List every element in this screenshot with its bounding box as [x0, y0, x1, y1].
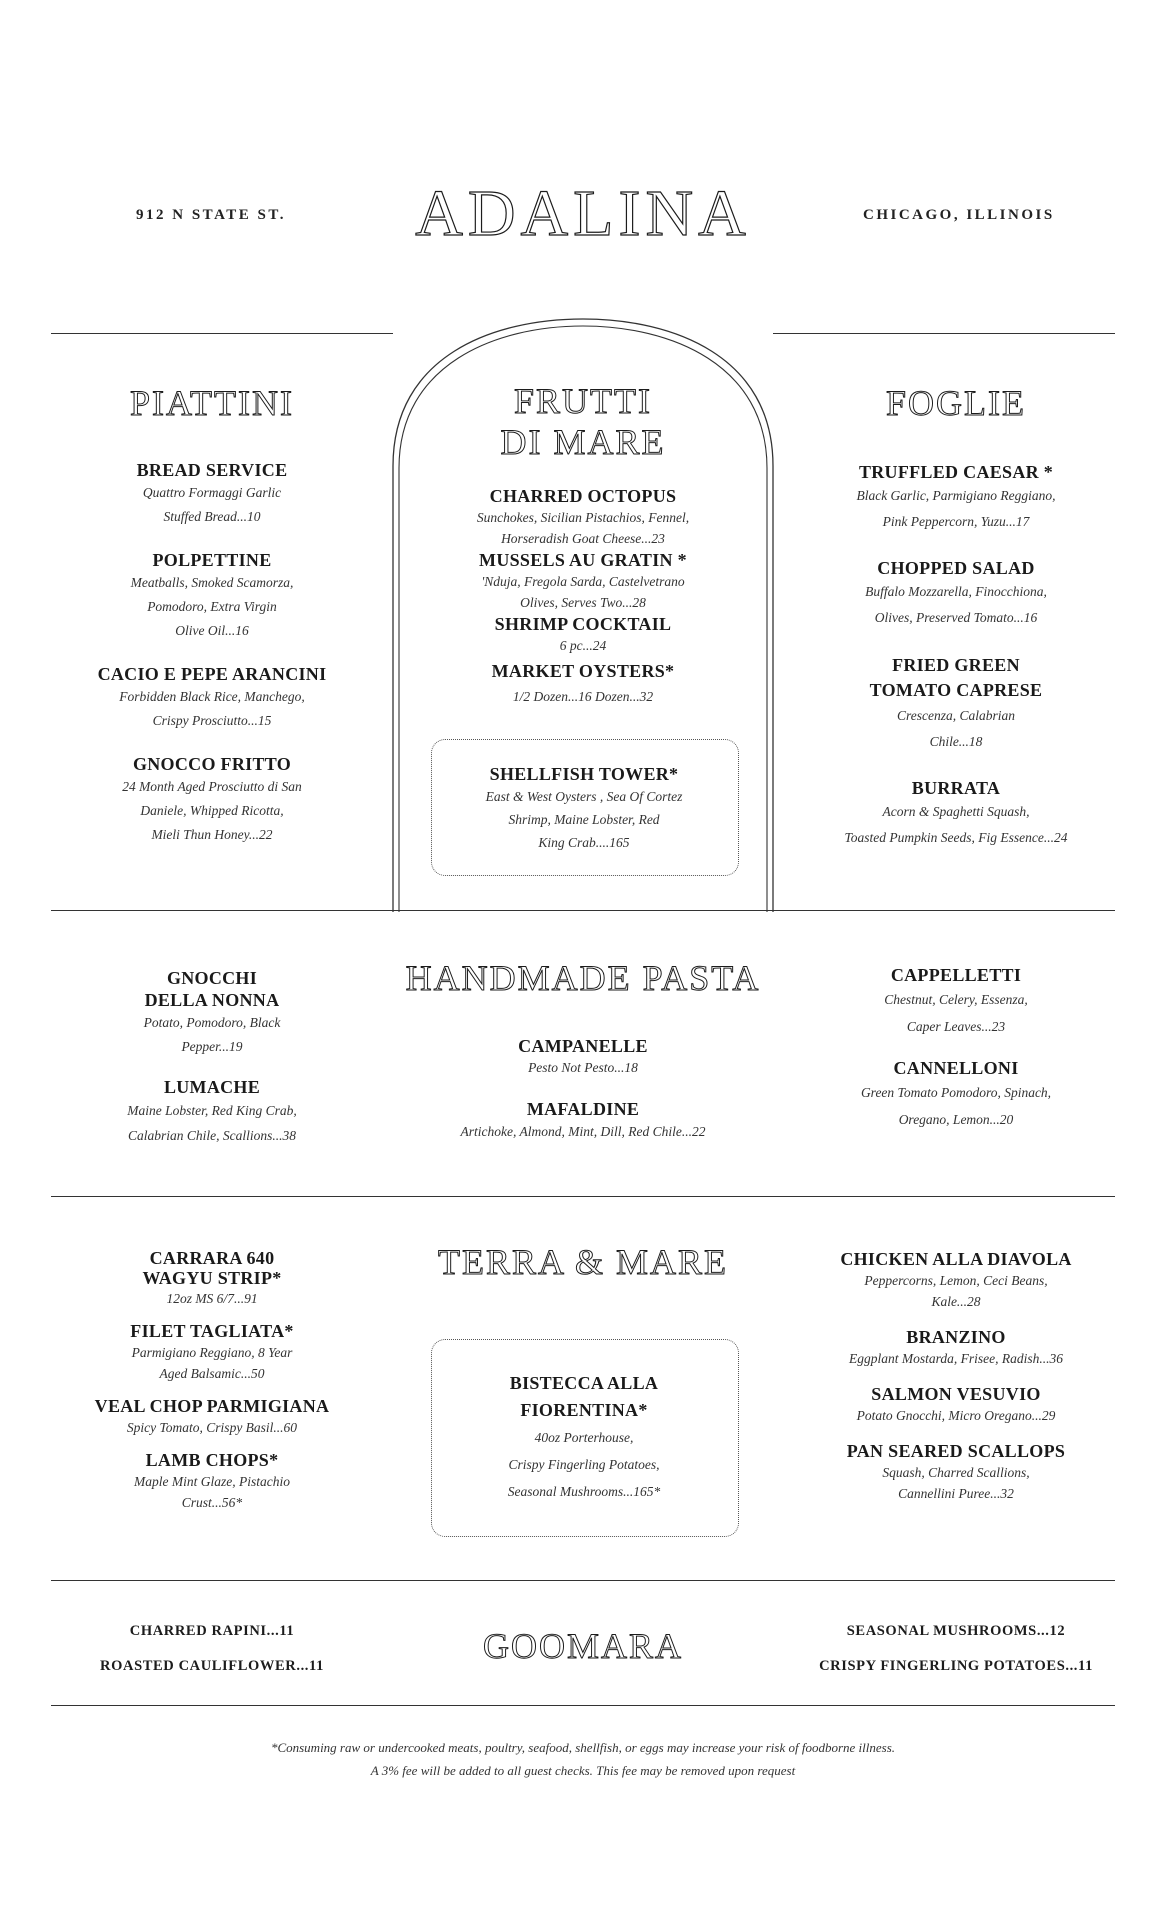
item-desc: 1/2 Dozen...16 Dozen...32 — [512, 689, 654, 704]
item-desc: Artichoke, Almond, Mint, Dill, Red Chile...22 — [460, 1124, 706, 1139]
pasta-right — [805, 964, 1107, 1133]
item-desc: 6 pc...24 — [559, 638, 607, 653]
item-name: GNOCCO FRITTO — [132, 754, 292, 774]
menu-item — [795, 557, 1117, 631]
item-desc: 'Nduja, Fregola Sarda, Castelvetrano — [481, 574, 685, 589]
menu-item — [420, 549, 746, 613]
item-desc: East & West Oysters , Sea Of Cortez — [485, 789, 683, 804]
item-desc: Chestnut, Celery, Essenza, — [884, 992, 1028, 1007]
menu-item — [56, 1248, 368, 1309]
item-desc: King Crab....165 — [538, 835, 630, 850]
divider-3 — [51, 1580, 1115, 1581]
item-desc: Aged Balsamic...50 — [159, 1366, 265, 1381]
section-title-frutti-di-mare — [420, 381, 746, 464]
item-desc: Mieli Thun Honey...22 — [151, 827, 273, 842]
item-desc: Horseradish Goat Cheese...23 — [501, 531, 665, 546]
menu-item — [795, 461, 1117, 535]
item-name: DELLA NONNA — [144, 990, 280, 1010]
foglie-list — [795, 461, 1117, 851]
item-desc: Buffalo Mozzarella, Finocchiona, — [865, 584, 1047, 599]
item-desc: 12oz MS 6/7...91 — [166, 1291, 258, 1306]
menu-item — [805, 1326, 1107, 1369]
item-desc: Forbidden Black Rice, Manchego, — [119, 689, 305, 704]
item-desc: Squash, Charred Scallions, — [882, 1465, 1030, 1480]
item-name: POLPETTINE — [152, 550, 272, 570]
piattini-list — [51, 459, 373, 847]
menu-item — [420, 1035, 746, 1078]
brand-logo: ADALINA — [415, 177, 751, 250]
item-desc: 24 Month Aged Prosciutto di San — [122, 779, 302, 794]
item-name: BRANZINO — [906, 1327, 1006, 1347]
item-name: GNOCCHI — [166, 968, 258, 988]
item-desc: Chile...18 — [929, 734, 983, 749]
item-desc: Crescenza, Calabrian — [897, 708, 1015, 723]
item-name: SALMON VESUVIO — [871, 1384, 1041, 1404]
item-desc: Sunchokes, Sicilian Pistachios, Fennel, — [476, 510, 690, 525]
item-desc: Eggplant Mostarda, Frisee, Radish...36 — [849, 1351, 1063, 1366]
terra-right — [805, 1248, 1107, 1504]
item-desc: Pomodoro, Extra Virgin — [147, 599, 277, 614]
section-title-terra-mare: TERRA & MARE — [437, 1242, 729, 1282]
menu-item — [420, 613, 746, 656]
menu-item — [420, 660, 746, 709]
item-name: SHRIMP COCKTAIL — [494, 614, 672, 634]
item-name: FIORENTINA* — [520, 1400, 648, 1420]
menu-item — [51, 753, 373, 847]
fee-notice: A 3% fee will be added to all guest checks. This fee may be removed upon request — [370, 1763, 796, 1778]
item-desc: Caper Leaves...23 — [906, 1019, 1006, 1034]
item-name: CAPPELLETTI — [890, 965, 1022, 985]
item-desc: Acorn & Spaghetti Squash, — [882, 804, 1030, 819]
item-desc: Maine Lobster, Red King Crab, — [127, 1103, 297, 1118]
item-name: CHICKEN ALLA DIAVOLA — [840, 1249, 1072, 1269]
side-item: CRISPY FINGERLING POTATOES...11 — [819, 1658, 1093, 1674]
item-desc: Shrimp, Maine Lobster, Red — [508, 812, 660, 827]
menu-item — [51, 549, 373, 643]
item-desc: Parmigiano Reggiano, 8 Year — [131, 1345, 293, 1360]
item-desc: Pesto Not Pesto...18 — [528, 1060, 638, 1075]
item-desc: Maple Mint Glaze, Pistachio — [134, 1474, 290, 1489]
item-name: TRUFFLED CAESAR * — [858, 462, 1054, 482]
pasta-left — [61, 967, 363, 1148]
item-desc: Black Garlic, Parmigiano Reggiano, — [856, 488, 1056, 503]
item-name: CHARRED OCTOPUS — [489, 486, 677, 506]
title-line: DI MARE — [500, 422, 666, 463]
item-desc: Crispy Prosciutto...15 — [152, 713, 272, 728]
menu-item — [420, 1098, 746, 1144]
shellfish-tower — [431, 763, 737, 854]
item-desc: Crust...56* — [181, 1495, 243, 1510]
pasta-center — [420, 1035, 746, 1144]
menu-item — [56, 1395, 368, 1438]
item-desc: Crispy Fingerling Potatoes, — [508, 1457, 660, 1472]
address: 912 N STATE ST. — [136, 207, 287, 223]
item-name: FILET TAGLIATA* — [130, 1321, 294, 1341]
item-desc: Stuffed Bread...10 — [163, 509, 261, 524]
item-desc: Olives, Serves Two...28 — [520, 595, 646, 610]
item-name: CARRARA 640 — [149, 1248, 275, 1268]
menu-item — [805, 1383, 1107, 1426]
item-name: PAN SEARED SCALLOPS — [846, 1441, 1066, 1461]
menu-item — [56, 1320, 368, 1384]
menu-item — [56, 1449, 368, 1513]
terra-left — [56, 1248, 368, 1513]
item-desc: Calabrian Chile, Scallions...38 — [127, 1128, 296, 1143]
section-title-goomara: GOOMARA — [482, 1626, 683, 1666]
menu-item — [795, 653, 1117, 755]
item-name: WAGYU STRIP* — [142, 1268, 282, 1288]
item-desc: Toasted Pumpkin Seeds, Fig Essence...24 — [844, 830, 1068, 845]
menu-item — [420, 485, 746, 549]
frutti-list — [420, 485, 746, 709]
item-name: CANNELLONI — [893, 1058, 1019, 1078]
menu-item — [61, 967, 363, 1059]
item-name: VEAL CHOP PARMIGIANA — [94, 1396, 330, 1416]
item-desc: Potato, Pomodoro, Black — [143, 1015, 281, 1030]
divider-4 — [51, 1705, 1115, 1706]
menu-item — [805, 1057, 1107, 1133]
item-name: LUMACHE — [163, 1077, 261, 1097]
section-title-piattini: PIATTINI — [130, 383, 294, 423]
item-desc: Seasonal Mushrooms...165* — [507, 1484, 661, 1499]
menu-item — [805, 964, 1107, 1040]
city: CHICAGO, ILLINOIS — [863, 207, 1055, 223]
item-name: MARKET OYSTERS* — [491, 661, 675, 681]
item-name: MUSSELS AU GRATIN * — [479, 550, 687, 570]
item-desc: Cannellini Puree...32 — [898, 1486, 1014, 1501]
item-desc: 40oz Porterhouse, — [534, 1430, 634, 1445]
menu-item — [805, 1248, 1107, 1312]
section-title-handmade-pasta: HANDMADE PASTA — [405, 958, 761, 998]
item-name: BISTECCA ALLA — [509, 1373, 659, 1393]
item-desc: Green Tomato Pomodoro, Spinach, — [860, 1085, 1052, 1100]
item-desc: Oregano, Lemon...20 — [898, 1112, 1014, 1127]
item-name: TOMATO CAPRESE — [869, 680, 1043, 700]
title-line: FRUTTI — [514, 381, 652, 421]
item-name: LAMB CHOPS* — [145, 1450, 279, 1470]
divider-2 — [51, 1196, 1115, 1197]
item-desc: Peppercorns, Lemon, Ceci Beans, — [864, 1273, 1048, 1288]
side-item: SEASONAL MUSHROOMS...12 — [846, 1623, 1066, 1639]
menu-item — [51, 459, 373, 529]
item-desc: Kale...28 — [931, 1294, 981, 1309]
item-desc: Pink Peppercorn, Yuzu...17 — [882, 514, 1030, 529]
item-desc: Daniele, Whipped Ricotta, — [140, 803, 284, 818]
menu-item — [51, 663, 373, 733]
side-item: CHARRED RAPINI...11 — [129, 1623, 295, 1639]
menu-item — [61, 1076, 363, 1148]
item-desc: Olives, Preserved Tomato...16 — [874, 610, 1038, 625]
divider-top-right — [773, 333, 1115, 334]
item-name: MAFALDINE — [526, 1099, 640, 1119]
menu-item — [795, 777, 1117, 851]
item-name: CAMPANELLE — [518, 1036, 648, 1056]
disclaimer: *Consuming raw or undercooked meats, poultry, seafood, shellfish, or eggs may increase your risk of foodborne illness. — [270, 1740, 896, 1755]
item-name: CHOPPED SALAD — [877, 558, 1035, 578]
item-name: CACIO E PEPE ARANCINI — [97, 664, 327, 684]
item-desc: Potato Gnocchi, Micro Oregano...29 — [856, 1408, 1056, 1423]
item-desc: Pepper...19 — [181, 1039, 243, 1054]
section-title-foglie: FOGLIE — [886, 383, 1026, 423]
item-name: SHELLFISH TOWER* — [489, 764, 679, 784]
item-name: BREAD SERVICE — [136, 460, 288, 480]
item-desc: Quattro Formaggi Garlic — [142, 485, 282, 500]
item-desc: Meatballs, Smoked Scamorza, — [130, 575, 294, 590]
item-desc: Olive Oil...16 — [175, 623, 249, 638]
item-name: BURRATA — [911, 778, 1001, 798]
bistecca — [431, 1370, 737, 1505]
item-desc: Spicy Tomato, Crispy Basil...60 — [126, 1420, 298, 1435]
divider-top — [51, 333, 393, 334]
menu-item — [805, 1440, 1107, 1504]
side-item: ROASTED CAULIFLOWER...11 — [100, 1658, 324, 1674]
item-name: FRIED GREEN — [892, 655, 1020, 675]
